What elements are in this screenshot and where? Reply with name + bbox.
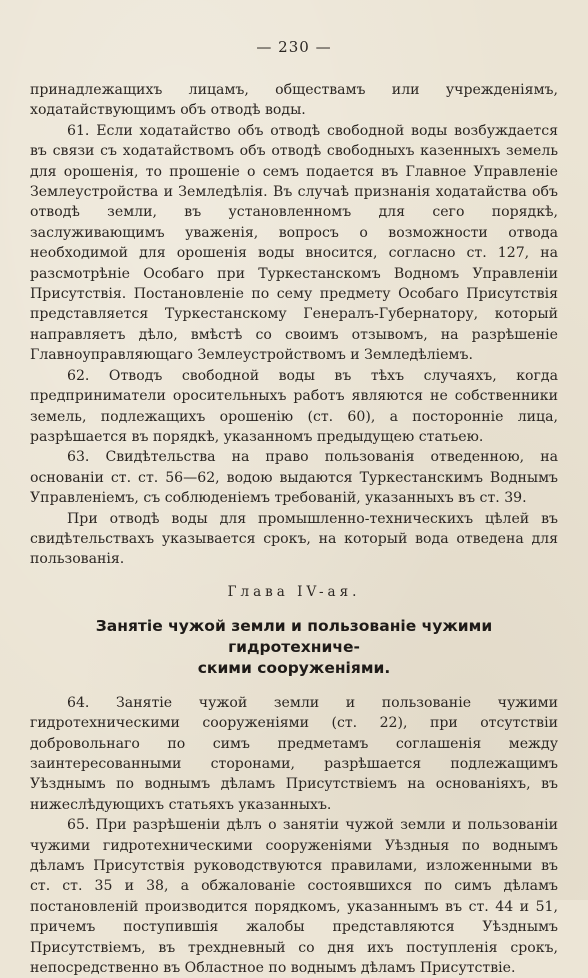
section-heading-line-1: Занятіе чужой земли и пользованіе чужими гидротехниче- — [95, 616, 493, 656]
article-64: 64. Занятіе чужой земли и пользованіе чужими гидротехническими сооруженіями (ст. 22), при отсутствіи добровольнаго по симъ предметамъ соглашенія между заинтересованными сторонами, разрѣшается подлежащимъ Уѣзднымъ по воднымъ дѣламъ Присутствіемъ на основаніяхъ, въ нижеслѣдующихъ статьяхъ указанныхъ. — [30, 694, 558, 813]
body-text-lower — [30, 693, 558, 978]
article-61: 61. Если ходатайство объ отводѣ свободной воды возбуждается въ связи съ ходатайствомъ объ отводѣ свободныхъ казенныхъ земель для орошенія, то прошеніе о семъ подается въ Главное Управленіе Землеустройства и Земледѣлія. Въ случаѣ признанія ходатайства объ отводѣ земли, въ установленномъ для сего порядкѣ, заслуживающимъ уваженія, вопросъ о возможности отвода необходимой для орошенія воды вносится, согласно ст. 127, на разсмотрѣніе Особаго при Туркестанскомъ Водномъ Управленіи Присутствія. Постановленіе по сему предмету Особаго Присутствія представляется Туркестанскому Генералъ-Губернатору, который направляетъ дѣло, вмѣстѣ со своимъ отзывомъ, на разрѣшеніе Главноуправляющаго Землеустройствомъ и Земледѣліемъ. — [30, 122, 558, 364]
article-63-note: При отводѣ воды для промышленно-техническихъ цѣлей въ свидѣтельствахъ указывается срокъ, на который вода отведена для пользованія. — [30, 510, 558, 568]
body-text-upper — [30, 80, 558, 570]
section-heading-line-2: скими сооруженіями. — [197, 658, 391, 677]
page-number: — 230 — — [256, 38, 332, 56]
article-62: 62. Отводъ свободной воды въ тѣхъ случаяхъ, когда предприниматели оросительныхъ работъ являются не собственники земель, подлежащихъ орошенію (ст. 60), а посторонніе лица, разрѣшается въ порядкѣ, указанномъ предыдущею статьею. — [30, 367, 558, 445]
paragraph-continuation: принадлежащихъ лицамъ, обществамъ или учрежденiямъ, ходатайствующимъ объ отводѣ воды. — [30, 82, 558, 119]
article-65: 65. При разрѣшеніи дѣлъ о занятіи чужой земли и пользованіи чужими гидротехническими сооруженіями Уѣздныя по воднымъ дѣламъ Присутствія руководствуются правилами, изложенными въ ст. ст. 35 и 38, а обжалованіе состоявшихся по симъ дѣламъ постановленій производится порядкомъ, указаннымъ въ ст. 44 и 51, причемъ поступившія жалобы представляются Уѣзднымъ Присутствіемъ, въ трехдневный со дня ихъ поступленія срокъ, непосредственно въ Областное по воднымъ дѣламъ Присутствіе. — [30, 817, 558, 977]
section-heading — [30, 616, 558, 679]
chapter-title: Глава IV-ая. — [227, 583, 361, 600]
article-63: 63. Свидѣтельства на право пользованія отведенною, на основаніи ст. ст. 56—62, водою выдаются Туркестанскимъ Воднымъ Управленіемъ, съ соблюденіемъ требованій, указанныхъ въ ст. 39. — [30, 449, 558, 507]
